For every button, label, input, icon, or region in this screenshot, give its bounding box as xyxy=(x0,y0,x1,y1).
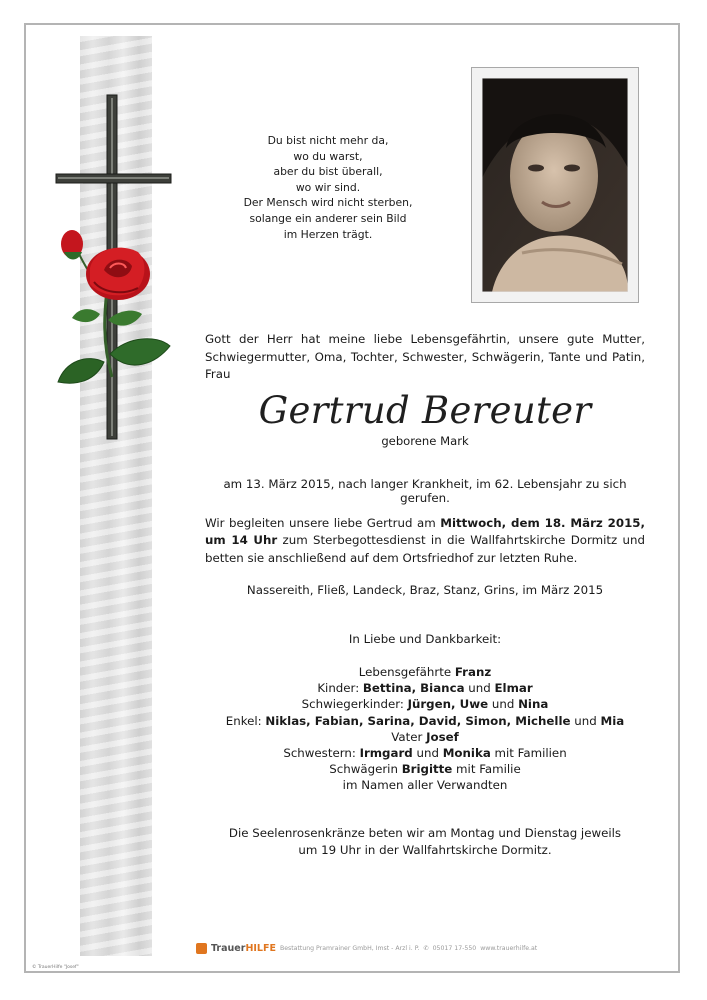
death-notice: am 13. März 2015, nach langer Krankheit, im 62. Lebensjahr zu sich gerufen. xyxy=(223,477,627,505)
phone-number: 05017 17-550 xyxy=(432,944,477,952)
cross-with-rose-icon xyxy=(38,92,178,442)
intro-text: Gott der Herr hat meine liebe Lebensgefährtin, unsere gute Mutter, Schwiegermutter, Oma, Tochter, Schwester, Schwägerin, Tante und Patin, Frau xyxy=(205,332,645,382)
quote-line: wo du warst, xyxy=(293,149,363,163)
family-line: Vater Josef xyxy=(391,729,459,744)
funeral-text: zum Sterbegottesdienst in die Wallfahrtskirche Dormitz und betten sie anschließend auf dem Ortsfriedhof zur letzten Ruhe. xyxy=(205,533,645,565)
footer xyxy=(196,941,626,955)
family-line: im Namen aller Verwandten xyxy=(342,778,508,793)
company-name: Bestattung Pramrainer GmbH, Imst - Arzl i. P. xyxy=(279,944,420,952)
memorial-quote xyxy=(228,133,428,242)
quote-line: Der Mensch wird nicht sterben, xyxy=(243,196,413,210)
quote-line: Du bist nicht mehr da, xyxy=(267,134,389,147)
logo: TrauerHILFE xyxy=(211,942,276,954)
family-line: Schwiegerkinder: Jürgen, Uwe und Nina xyxy=(301,697,549,712)
family-line: Kinder: Bettina, Bianca und Elmar xyxy=(317,681,533,696)
deceased-name: Gertrud Bereuter xyxy=(258,389,592,432)
maiden-name: geborene Mark xyxy=(381,434,469,448)
rosary-line: um 19 Uhr in der Wallfahrtskirche Dormitz. xyxy=(298,843,552,858)
portrait-photo xyxy=(482,78,628,292)
quote-line: wo wir sind. xyxy=(295,180,361,194)
funeral-details xyxy=(205,515,645,567)
logo-icon xyxy=(196,943,207,954)
image-credit: © TrauerHilfe "Josef" xyxy=(32,965,79,970)
quote-line: im Herzen trägt. xyxy=(283,227,373,241)
family-list xyxy=(205,664,645,794)
funeral-date: Mittwoch, dem 18. März 2015, um 14 Uhr xyxy=(205,516,645,548)
family-line: Lebensgefährte Franz xyxy=(358,665,492,679)
rosary-notice xyxy=(205,825,645,860)
family-line: Schwägerin Brigitte mit Familie xyxy=(329,762,521,777)
phone-icon: ✆ xyxy=(423,944,429,952)
rosary-line: Die Seelenrosenkränze beten wir am Montag und Dienstag jeweils xyxy=(228,826,622,840)
family-line: Schwestern: Irmgard und Monika mit Familien xyxy=(283,746,567,761)
portrait-frame xyxy=(471,67,639,303)
family-line: Enkel: Niklas, Fabian, Sarina, David, Simon, Michelle und Mia xyxy=(225,713,625,728)
website-link[interactable]: www.trauerhilfe.at xyxy=(480,944,538,952)
gratitude-heading: In Liebe und Dankbarkeit: xyxy=(348,632,502,646)
quote-line: aber du bist überall, xyxy=(273,165,383,179)
funeral-text: Wir begleiten unsere liebe Gertrud am xyxy=(205,516,441,530)
places-date: Nassereith, Fließ, Landeck, Braz, Stanz, Grins, im März 2015 xyxy=(246,583,604,597)
quote-line: solange ein anderer sein Bild xyxy=(249,211,407,225)
